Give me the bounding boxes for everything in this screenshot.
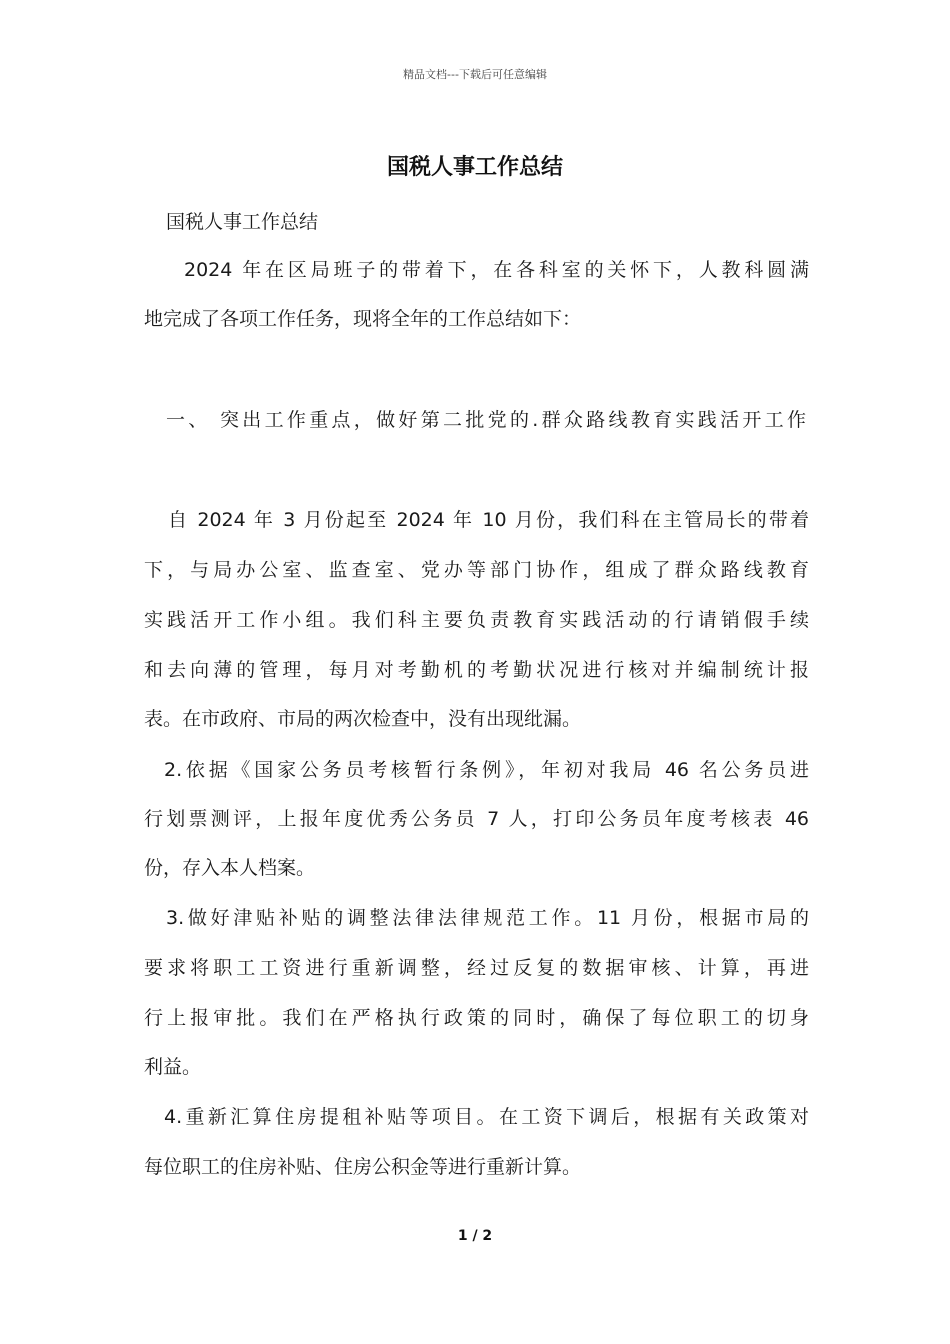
- paragraph-line: 和去向薄的管理，每月对考勤机的考勤状况进行核对并编制统计报: [144, 659, 809, 681]
- page-number: 1 / 2: [457, 1228, 493, 1244]
- paragraph-line: 行上报审批。我们在严格执行政策的同时，确保了每位职工的切身: [144, 1007, 809, 1029]
- paragraph-line: 行划票测评，上报年度优秀公务员 7 人，打印公务员年度考核表 46: [144, 808, 809, 830]
- paragraph-line: 自 2024 年 3 月份起至 2024 年 10 月份，我们科在主管局长的带着: [168, 509, 809, 531]
- paragraph-line: 实践活开工作小组。我们科主要负责教育实践活动的行请销假手续: [144, 609, 809, 631]
- paragraph-line: 每位职工的住房补贴、住房公积金等进行重新计算。: [144, 1156, 582, 1178]
- paragraph-line: 下，与局办公室、监查室、党办等部门协作，组成了群众路线教育: [144, 559, 809, 581]
- paragraph-line: 表。在市政府、市局的两次检查中，没有出现纰漏。: [144, 708, 582, 730]
- document-title: 国税人事工作总结: [386, 154, 563, 180]
- paragraph-line: 2024 年在区局班子的带着下，在各科室的关怀下，人教科圆满: [184, 259, 809, 281]
- paragraph-line: 利益。: [144, 1056, 202, 1078]
- paragraph-line: 4.重新汇算住房提租补贴等项目。在工资下调后，根据有关政策对: [164, 1106, 809, 1128]
- subtitle-line: 国税人事工作总结: [166, 211, 319, 233]
- paragraph-line: 份，存入本人档案。: [144, 857, 316, 879]
- header-note: 精品文档---下载后可任意编辑: [403, 68, 547, 81]
- paragraph-line: 2.依据《国家公务员考核暂行条例》，年初对我局 46 名公务员进: [164, 759, 809, 781]
- paragraph-line: 3.做好津贴补贴的调整法律法律规范工作。11 月份，根据市局的: [166, 907, 809, 929]
- section-heading: 一、 突出工作重点，做好第二批党的.群众路线教育实践活开工作: [166, 409, 806, 431]
- paragraph-line: 要求将职工工资进行重新调整，经过反复的数据审核、计算，再进: [144, 957, 809, 979]
- paragraph-line: 地完成了各项工作任务，现将全年的工作总结如下：: [144, 308, 582, 330]
